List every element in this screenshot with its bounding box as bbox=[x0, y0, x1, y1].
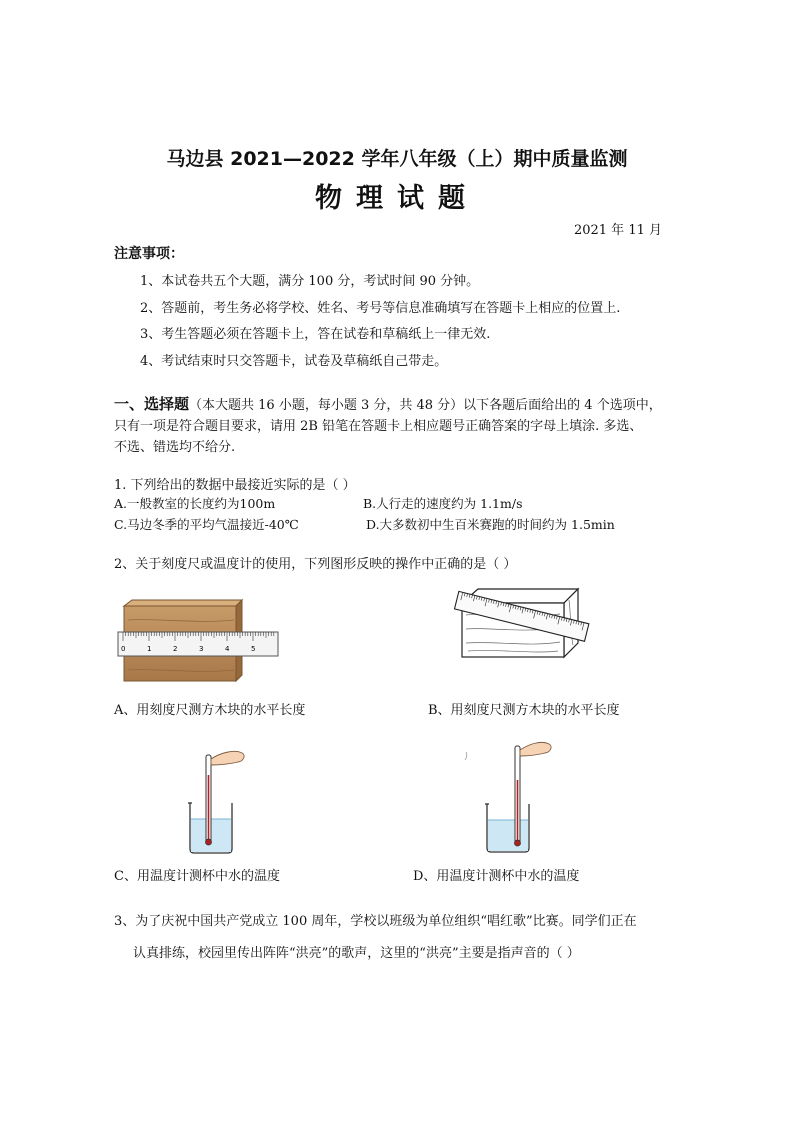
section-label: 一、选择题 bbox=[114, 395, 190, 413]
hand bbox=[520, 742, 551, 756]
figure-b-block-ruler bbox=[448, 585, 593, 660]
notice-item: 4、考试结束时只交答题卡，试卷及草稿纸自己带走。 bbox=[140, 354, 448, 369]
section-line: 不选、错选均不给分. bbox=[114, 440, 236, 455]
q1-option-d: D.大多数初中生百米赛跑的时间约为 1.5min bbox=[366, 517, 615, 532]
caption-b: B、用刻度尺测方木块的水平长度 bbox=[428, 703, 620, 718]
q1-option-a: A.一般教室的长度约为100m bbox=[114, 496, 276, 511]
section-instructions bbox=[114, 393, 662, 414]
notice-item: 3、考生答题必须在答题卡上，答在试卷和草稿纸上一律无效. bbox=[140, 327, 491, 342]
question-3-line-2: 认真排练，校园里传出阵阵“洪亮”的歌声，这里的“洪亮”主要是指声音的（ ） bbox=[133, 946, 580, 961]
tick-label: 1 bbox=[147, 645, 152, 653]
hand bbox=[211, 751, 244, 765]
wood-block-top bbox=[124, 600, 242, 606]
notice-item: 1、本试卷共五个大题，满分 100 分，考试时间 90 分钟。 bbox=[140, 274, 480, 289]
question-2-stem: 2、关于刻度尺或温度计的使用，下列图形反映的操作中正确的是（ ） bbox=[114, 557, 517, 572]
notice-item: 2、答题前，考生务必将学校、姓名、考号等信息准确填写在答题卡上相应的位置上. bbox=[140, 301, 621, 316]
q1-option-b: B.人行走的速度约为 1.1m/s bbox=[363, 496, 523, 511]
section-line: （本大题共 16 小题，每小题 3 分，共 48 分）以下各题后面给出的 4 个选项中， bbox=[189, 398, 662, 413]
q1-option-c: C.马边冬季的平均气温接近-40℃ bbox=[114, 517, 299, 532]
subject-title: 物理试题 bbox=[315, 183, 479, 214]
caption-d: D、用温度计测杯中水的温度 bbox=[413, 869, 580, 884]
thermometer-bulb bbox=[515, 840, 521, 846]
question-3-line-1: 3、为了庆祝中国共产党成立 100 周年，学校以班级为单位组织“唱红歌”比赛。同学们正在 bbox=[114, 914, 637, 929]
tick-label: 2 bbox=[173, 645, 178, 653]
tick-label: 4 bbox=[225, 645, 230, 653]
notice-heading: 注意事项： bbox=[114, 246, 184, 262]
caption-a: A、用刻度尺测方木块的水平长度 bbox=[114, 703, 306, 718]
thermometer-bulb bbox=[206, 839, 212, 845]
tick-label: 0 bbox=[121, 645, 126, 653]
exam-title: 马边县 2021—2022 学年八年级（上）期中质量监测 bbox=[166, 148, 628, 170]
caption-c: C、用温度计测杯中水的温度 bbox=[114, 869, 280, 884]
figure-a-block-ruler bbox=[118, 600, 283, 685]
figure-d-thermometer-beaker bbox=[475, 740, 565, 855]
question-1-stem: 1. 下列给出的数据中最接近实际的是（ ） bbox=[114, 478, 356, 493]
exam-date: 2021 年 11 月 bbox=[573, 223, 662, 238]
water bbox=[488, 820, 528, 851]
figure-c-thermometer-beaker bbox=[180, 745, 260, 855]
section-line: 只有一项是符合题目要求，请用 2B 铅笔在答题卡上相应题号正确答案的字母上填涂. 多选、 bbox=[114, 419, 643, 434]
tick-label: 3 bbox=[199, 645, 204, 653]
tick-label: 5 bbox=[251, 645, 256, 653]
